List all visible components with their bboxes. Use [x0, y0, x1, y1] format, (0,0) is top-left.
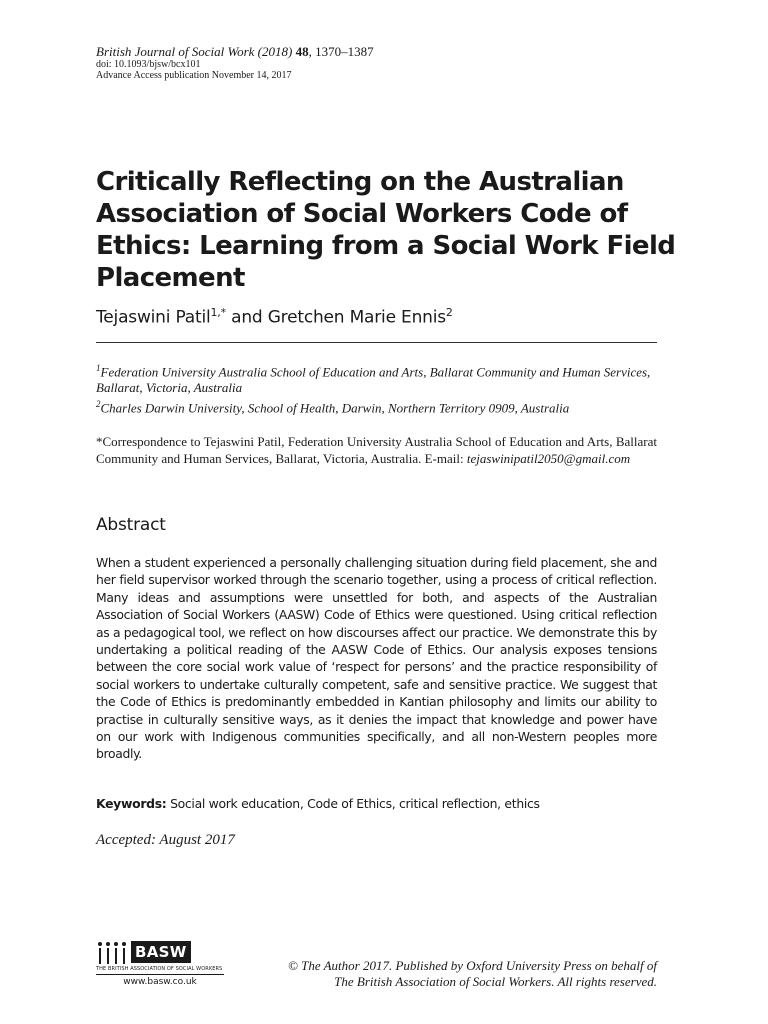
abstract-text: When a student experienced a personally challenging situation during field placement, she and her field supervisor worked through the scenario together, using a process of critical reflection. Many ideas and assumptions were unsettled for both, and aspects of the Australian Association of Social Workers (AASW) Code of Ethics were questioned. Using critical reflection as a pedagogical tool, we reflect on how discourses affect our practice. We demonstrate this by undertaking a political reading of the AASW Code of Ethics. Our analysis exposes tensions between the core social work value of ‘respect for persons’ and the practice responsibility of social workers to undertake culturally competent, safe and sensitive practice. We suggest that the Code of Ethics is predominantly embedded in Kantian philosophy and limits our ability to practise in culturally sensitive ways, as it denies the impact that knowledge and power have on our work with Indigenous communities specifically, and all non-Western peoples more broadly.: [96, 555, 657, 762]
author-1-affiliation-mark: 1,*: [210, 306, 226, 319]
correspondence-text: *Correspondence to Tejaswini Patil, Federation University Australia School of Education and Arts, Ballarat Community and Human Services, Ballarat, Victoria, Australia. E-mail:: [96, 434, 657, 466]
logo-url[interactable]: www.basw.co.uk: [123, 977, 197, 987]
keywords-text: Social work education, Code of Ethics, critical reflection, ethics: [166, 796, 540, 811]
affiliation-1-mark: 1: [96, 363, 101, 373]
basw-logo[interactable]: [96, 940, 224, 987]
logo-divider: [96, 974, 224, 975]
title-divider: [96, 342, 657, 343]
author-2: Gretchen Marie Ennis: [267, 307, 446, 328]
affiliation-1-text: Federation University Australia School of Education and Arts, Ballarat Community and Human Services, Ballarat, Victoria, Australia: [96, 364, 651, 396]
author-list: [96, 306, 453, 328]
copyright-notice: [227, 958, 657, 990]
correspondence: [96, 434, 657, 467]
abstract-heading: Abstract: [96, 515, 166, 535]
access-date: Advance Access publication November 14, 2017: [96, 70, 292, 81]
logo-subtitle: THE BRITISH ASSOCIATION OF SOCIAL WORKERS: [96, 966, 223, 972]
author-1: Tejaswini Patil: [96, 307, 211, 328]
affiliation-1: [96, 360, 657, 396]
journal-pages: , 1370–1387: [308, 44, 374, 59]
logo-mark: [96, 940, 224, 964]
affiliations: [96, 360, 657, 417]
journal-name: British Journal of Social Work (2018): [96, 44, 293, 59]
correspondence-email[interactable]: tejaswinipatil2050@gmail.com: [466, 450, 631, 466]
copyright-line-1: © The Author 2017. Published by Oxford University Press on behalf of: [287, 958, 657, 973]
journal-citation: [96, 45, 374, 58]
accepted-date: Accepted: August 2017: [96, 832, 235, 848]
affiliation-2-text: Charles Darwin University, School of Health, Darwin, Northern Territory 0909, Australia: [100, 400, 570, 416]
keywords: [96, 796, 657, 811]
people-icon: [96, 940, 127, 964]
copyright-line-2: The British Association of Social Workers. All rights reserved.: [334, 974, 657, 989]
keywords-label: Keywords:: [96, 796, 167, 811]
journal-header: [96, 45, 374, 81]
doi[interactable]: doi: 10.1093/bjsw/bcx101: [96, 59, 201, 70]
logo-brand: BASW: [131, 941, 191, 963]
journal-volume: 48: [295, 44, 309, 59]
article-title: Critically Reflecting on the Australian Association of Social Workers Code of Ethics: Learning from a Social Work Field Placement: [96, 167, 676, 293]
author-joiner: and: [225, 307, 268, 328]
affiliation-2-mark: 2: [96, 399, 101, 410]
author-2-affiliation-mark: 2: [445, 306, 453, 319]
affiliation-2: [96, 396, 657, 416]
